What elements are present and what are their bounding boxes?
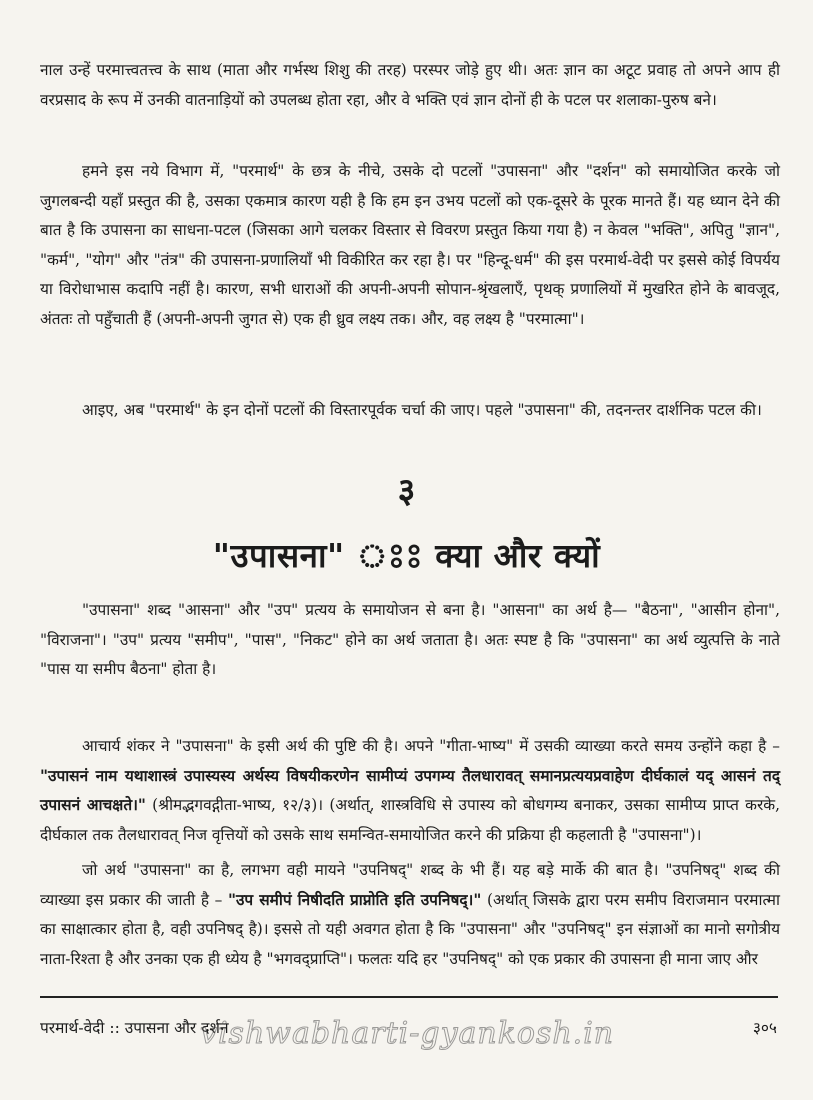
footer-divider [40,996,778,998]
sanskrit-quote: "उपासनं नाम यथाशास्त्रं उपास्यस्य अर्थस्य विषयीकरणेन सामीप्यं उपगम्य तैलधारावत् समानप्रत्ययप्रवाहेण दीर्घकालं यद् आसनं तद् उपासनं आचक्षते।" [40,766,780,814]
page-number: ३०५ [752,1019,777,1037]
running-footer-title: परमार्थ-वेदी :: उपासना और दर्शन [40,1019,229,1037]
paragraph-upasana-meaning [40,596,780,685]
watermark: vishwabharti-gyankosh.in [200,1016,615,1051]
chapter-title: "उपासना" ঃঃ क्या और क्यों [212,536,601,575]
paragraph-parmarth-section: हमने इस नये विभाग में, "परमार्थ" के छत्र के नीचे, उसके दो पटलों "उपासना" और "दर्शन" को समायोजित करके जो जुगलबन्दी यहाँ प्रस्तुत की है, उसका एकमात्र कारण यही है कि हम इन उभय पटलों को एक-दूसरे के पूरक मानते हैं। यह ध्यान देने की बात है कि उपासना का साधना-पटल (जिसका आगे चलकर विस्तार से विवरण प्रस्तुत किया गया है) न केवल "भक्ति", अपितु "ज्ञान", "कर्म", "योग" और "तंत्र" की उपासना-प्रणालियाँ भी विकीरित कर रहा है। पर "हिन्दू-धर्म" की इस परमार्थ-वेदी पर इससे कोई विपर्यय या विरोधाभास कदापि नहीं है। कारण, सभी धाराओं की अपनी-अपनी सोपान-श्रृंखलाएँ, पृथक् प्रणालियों में मुखरित होने के बावजूद, अंततः तो पहुँचाती हैं (अपनी-अपनी जुगत से) एक ही ध्रुव लक्ष्य तक। और, वह लक्ष्य है "परमात्मा"। [40,162,780,328]
sanskrit-quote: "उप समीपं निषीदति प्राप्नोति इति उपनिषद्।" [227,890,482,909]
paragraph-text: "उपासना" शब्द "आसना" और "उप" प्रत्यय के समायोजन से बना है। "आसना" का अर्थ है— "बैठना", "आसीन होना", "विराजना"। "उप" प्रत्यय "समीप", "पास", "निकट" होने का अर्थ जताता है। अतः स्पष्ट है कि "उपासना" का अर्थ व्युत्पत्ति के नाते "पास या समीप बैठना" होता है। [40,601,780,678]
paragraph-upanishad [40,856,780,974]
paragraph-continuation: नाल उन्हें परमात्त्वतत्त्व के साथ (माता और गर्भस्थ शिशु की तरह) परस्पर जोड़े हुए थी। अतः ज्ञान का अटूट प्रवाह तो अपने आप ही वरप्रसाद के रूप में उनकी वातनाड़ियों को उपलब्ध होता रहा, और वे भक्ति एवं ज्ञान दोनों ही के पटल पर शलाका-पुरुष बने। [40,61,780,109]
paragraph-text: आचार्य शंकर ने "उपासना" के इसी अर्थ की पुष्टि की है। अपने "गीता-भाष्य" में उसकी व्याख्या करते समय उन्होंने कहा है – [82,737,780,755]
chapter-number: ३ [397,471,416,511]
paragraph-text: (श्रीमद्भगवद्गीता-भाष्य, १२/३)। (अर्थात्, शास्त्रविधि से उपास्य को बोधगम्य बनाकर, उसका सामीप्य प्राप्त करके, दीर्घकाल तक तैलधारावत् निज वृत्तियों को उसके साथ समन्वित-समायोजित करने की प्रक्रिया ही कहलाती है "उपासना")। [40,796,780,844]
paragraph-text: (अर्थात् जिसके द्वारा परम समीप विराजमान परमात्मा का साक्षात्कार होता है, वही उपनिषद् है)। इससे तो यही अवगत होता है कि "उपासना" और "उपनिषद्" इन संज्ञाओं का मानो सगोत्रीय नाता-रिश्ता है और उनका एक ही ध्येय है "भगवद्प्राप्ति"। फलतः यदि हर "उपनिषद्" को एक प्रकार की उपासना ही माना जाए और [40,890,780,968]
paragraph-intro-discussion: आइए, अब "परमार्थ" के इन दोनों पटलों की विस्तारपूर्वक चर्चा की जाए। पहले "उपासना" की, तदनन्तर दार्शनिक पटल की। [82,401,762,419]
paragraph-text: जो अर्थ "उपासना" का है, लगभग वही मायने "उपनिषद्" शब्द के भी हैं। यह बड़े मार्के की बात है। "उपनिषद्" शब्द की व्याख्या इस प्रकार की जाती है – [40,861,780,909]
paragraph-shankara [40,732,780,850]
